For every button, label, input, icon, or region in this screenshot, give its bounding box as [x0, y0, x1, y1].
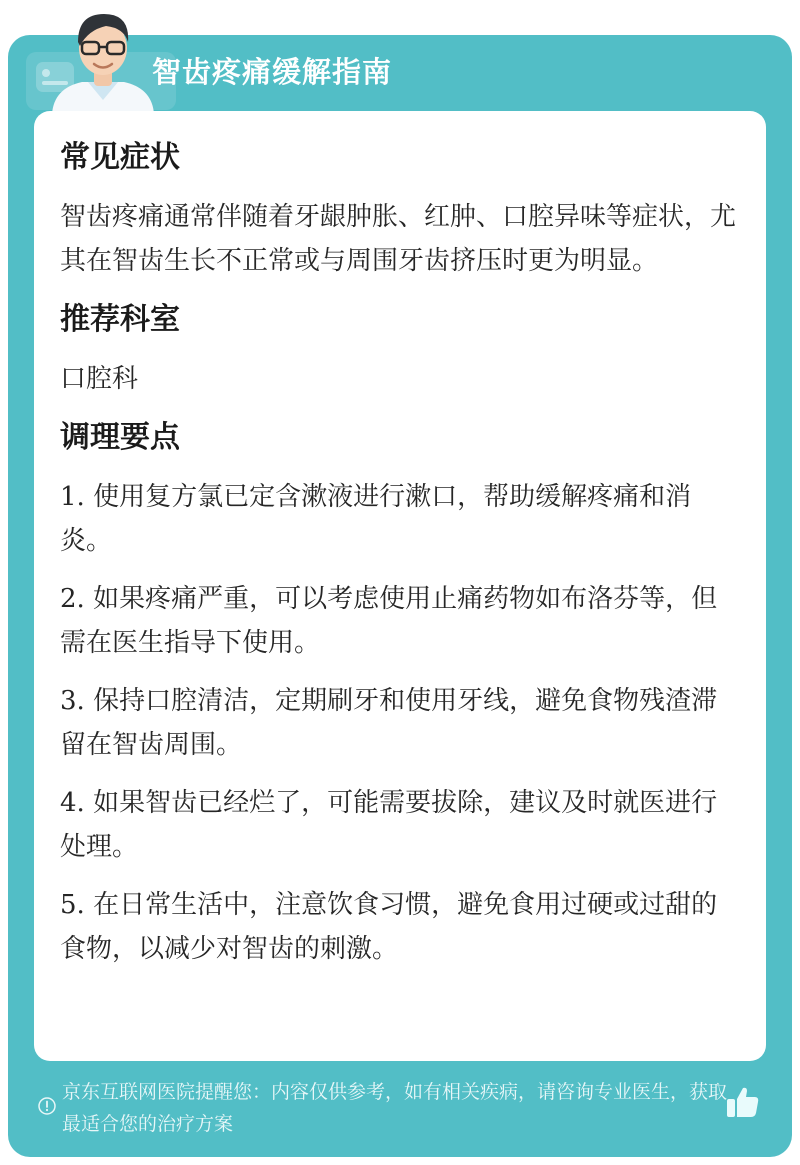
symptoms-text: 智齿疼痛通常伴随着牙龈肿胀、红肿、口腔异味等症状，尤其在智齿生长不正常或与周围牙齿挤压时更为明显。: [60, 202, 737, 276]
list-item-number: 4.: [60, 788, 85, 818]
list-item: [60, 883, 740, 971]
symptoms-heading: 常见症状: [60, 140, 180, 175]
thumbs-up-icon[interactable]: [722, 1082, 762, 1122]
list-item: [60, 577, 740, 665]
list-item: [60, 475, 740, 563]
list-item-number: 1.: [60, 482, 85, 512]
list-item-text: 如果疼痛严重，可以考虑使用止痛药物如布洛芬等，但需在医生指导下使用。: [60, 584, 718, 658]
list-item-text: 在日常生活中，注意饮食习惯，避免食用过硬或过甜的食物，以减少对智齿的刺激。: [60, 890, 718, 964]
doctor-avatar: [44, 2, 162, 114]
care-tips-list: [60, 475, 740, 971]
page-title: 智齿疼痛缓解指南: [152, 55, 393, 89]
list-item-number: 2.: [60, 584, 85, 614]
info-icon: [37, 1096, 57, 1116]
list-item-number: 5.: [60, 890, 85, 920]
list-item: [60, 679, 740, 767]
department-text: 口腔科: [60, 364, 139, 394]
list-item-number: 3.: [60, 686, 85, 716]
disclaimer-text: 京东互联网医院提醒您：内容仅供参考，如有相关疾病，请咨询专业医生，获取最适合您的治疗方案: [62, 1081, 728, 1135]
list-item-text: 保持口腔清洁，定期刷牙和使用牙线，避免食物残渣滞留在智齿周围。: [60, 686, 718, 760]
list-item: [60, 781, 740, 869]
list-item-text: 使用复方氯已定含漱液进行漱口，帮助缓解疼痛和消炎。: [60, 482, 692, 556]
department-heading: 推荐科室: [60, 302, 180, 337]
care-heading: 调理要点: [60, 420, 180, 455]
list-item-text: 如果智齿已经烂了，可能需要拔除，建议及时就医进行处理。: [60, 788, 718, 862]
content-card: [34, 111, 766, 1061]
